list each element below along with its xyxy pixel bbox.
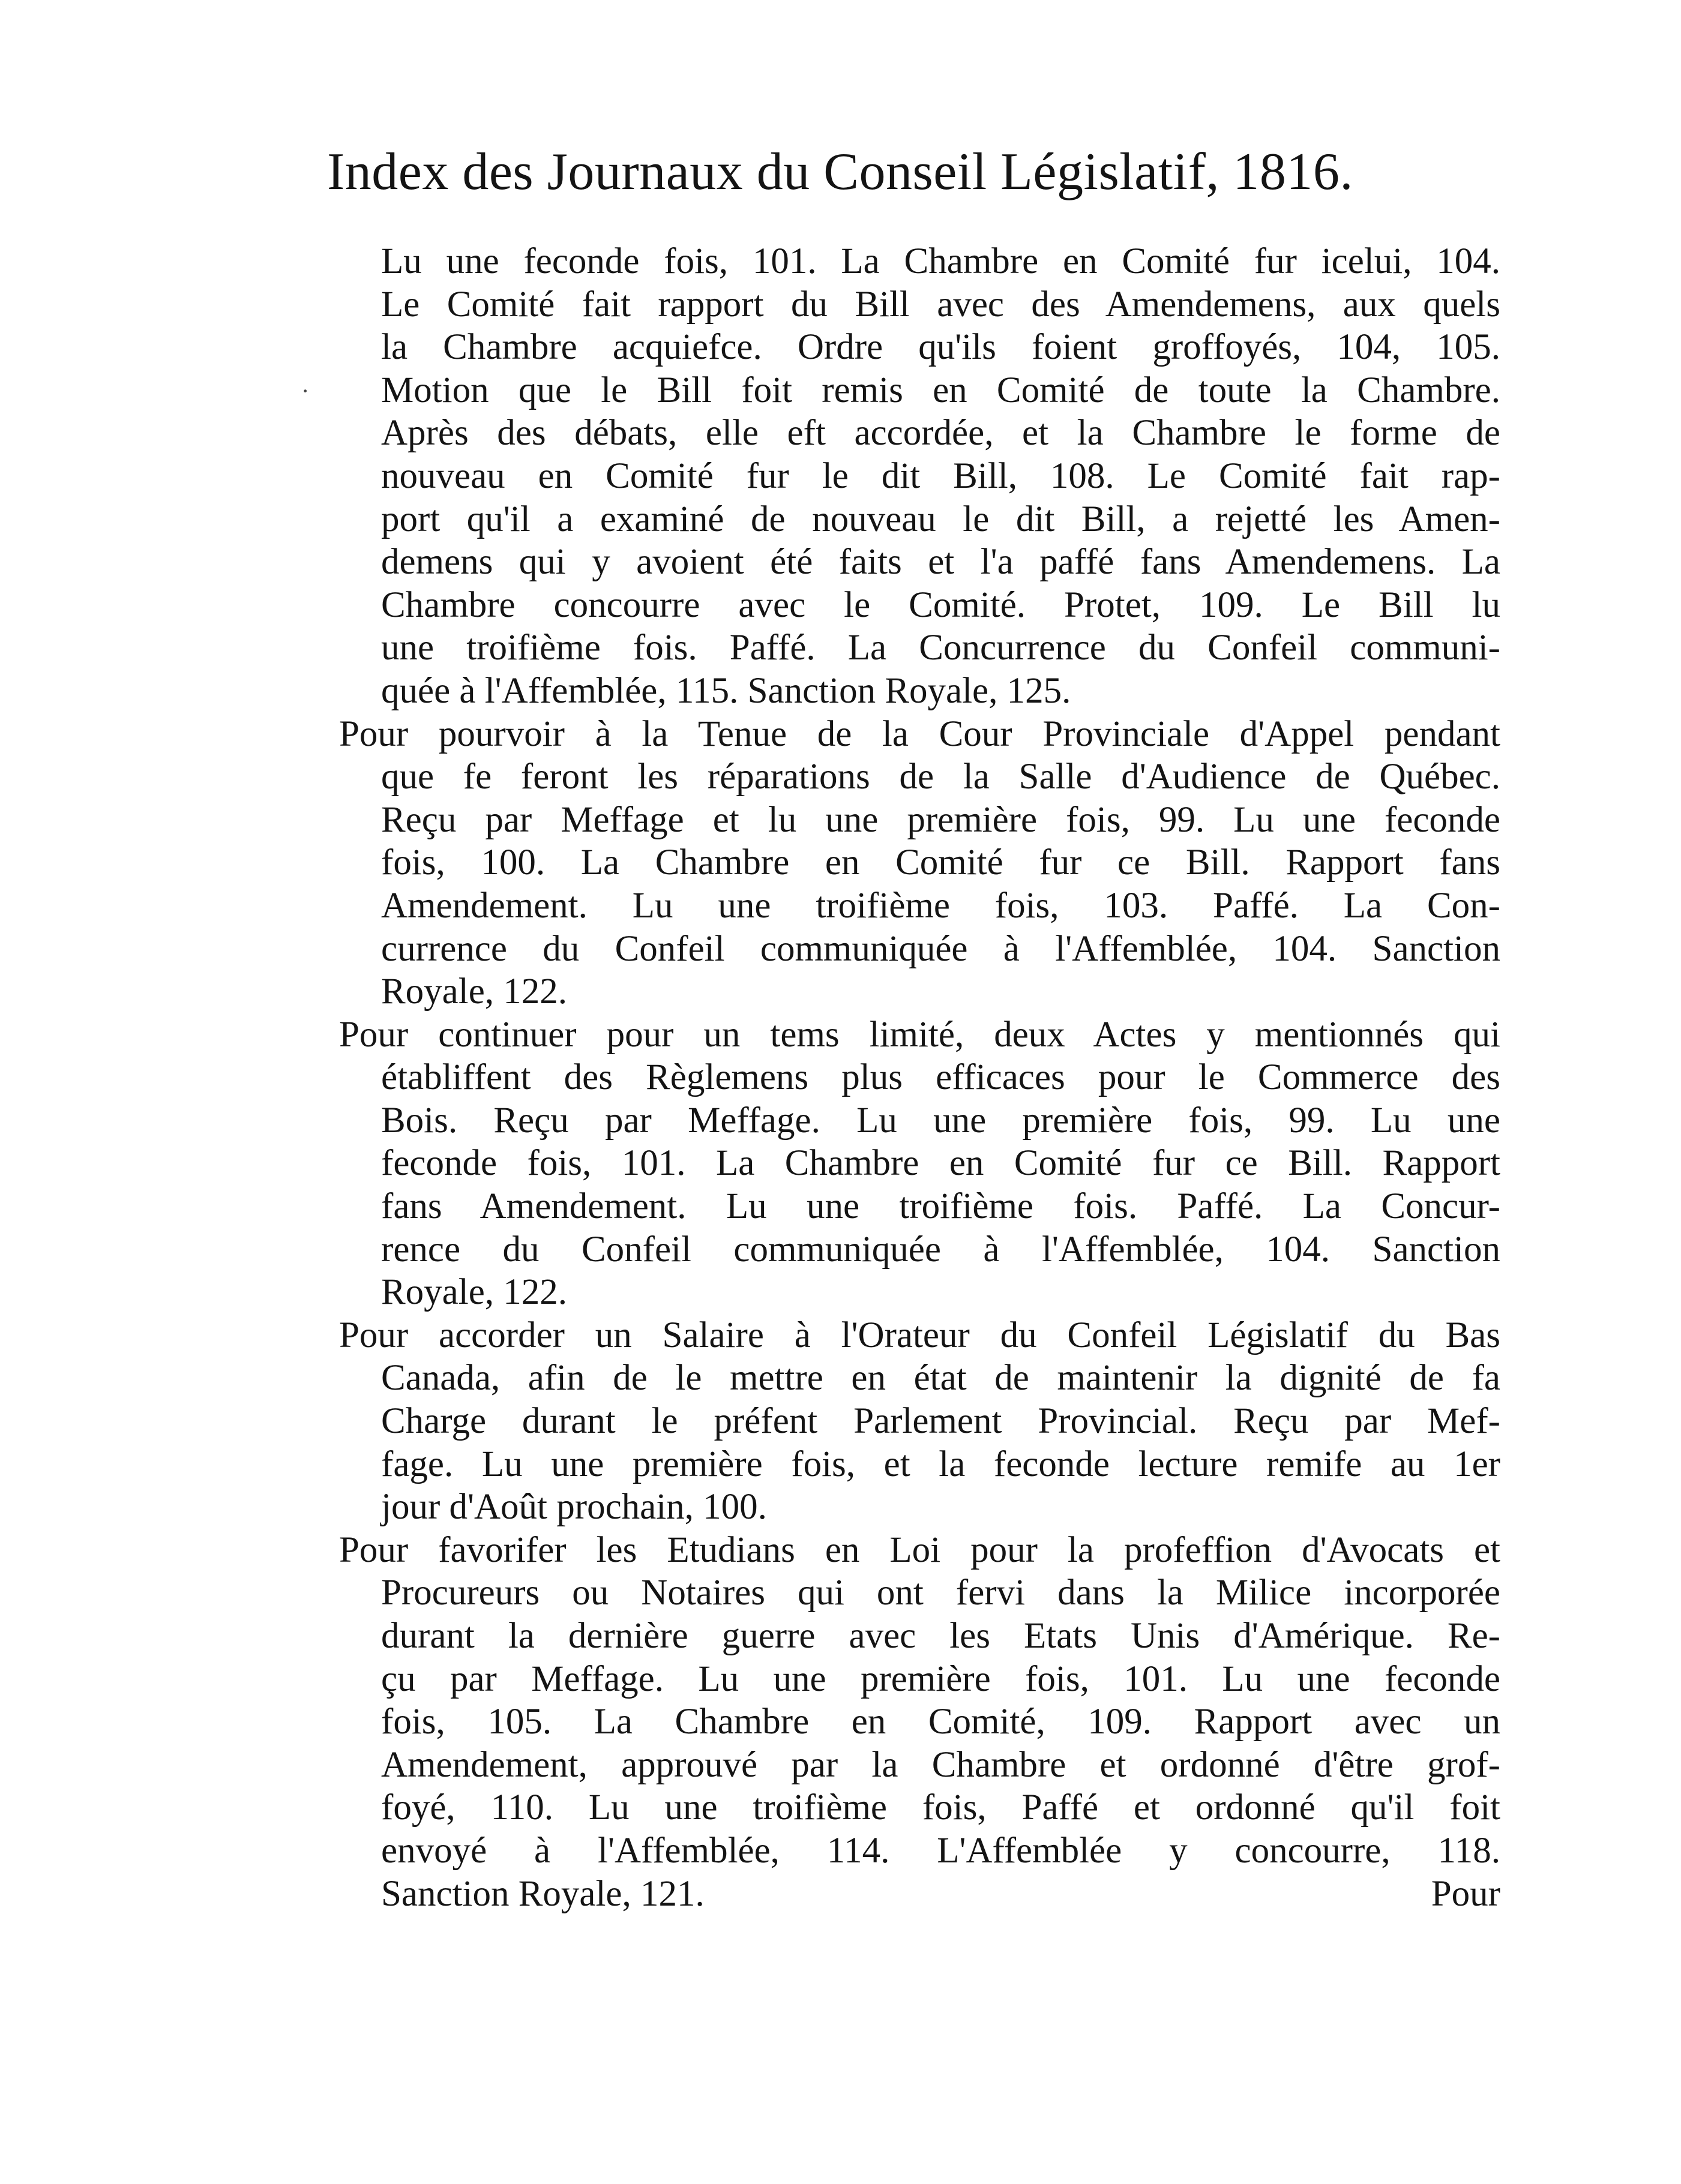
text-line: quée à l'Affemblée, 115. Sanction Royale, 125. (381, 670, 1071, 711)
text-line: Bois. Reçu par Meffage. Lu une première fois, 99. Lu une (381, 1100, 1500, 1141)
entry-heading-line: Pour continuer pour un tems limité, deux Actes y mentionnés qui (339, 1014, 1500, 1055)
text-line: fage. Lu une première fois, et la feconde lecture remife au 1er (381, 1444, 1500, 1484)
text-line: Chambre concourre avec le Comité. Protet, 109. Le Bill lu (381, 584, 1500, 625)
ink-speck: · (301, 377, 310, 404)
text-line: port qu'il a examiné de nouveau le dit Bill, a rejetté les Amen- (381, 499, 1500, 539)
text-line: Amendement. Lu une troifième fois, 103. Paffé. La Con- (381, 885, 1500, 926)
text-line: jour d'Août prochain, 100. (381, 1487, 767, 1528)
text-line: currence du Confeil communiquée à l'Affemblée, 104. Sanction (381, 928, 1500, 969)
text-line: çu par Meffage. Lu une première fois, 101. Lu une feconde (381, 1658, 1500, 1699)
text-line: Amendement, approuvé par la Chambre et ordonné d'être grof- (381, 1744, 1500, 1785)
text-line: la Chambre acquiefce. Ordre qu'ils foient groffoyés, 104, 105. (381, 327, 1500, 368)
text-line: rence du Confeil communiquée à l'Affemblée, 104. Sanction (381, 1229, 1500, 1270)
text-line: nouveau en Comité fur le dit Bill, 108. Le Comité fait rap- (381, 455, 1500, 496)
text-line: fans Amendement. Lu une troifième fois. Paffé. La Concur- (381, 1186, 1500, 1227)
index-entries (339, 240, 1500, 1915)
text-line: feconde fois, 101. La Chambre en Comité fur ce Bill. Rapport (381, 1143, 1500, 1184)
text-line: envoyé à l'Affemblée, 114. L'Affemblée y concourre, 118. (381, 1830, 1500, 1871)
text-line: Lu une feconde fois, 101. La Chambre en Comité fur icelui, 104. (381, 241, 1500, 281)
text-line: Canada, afin de le mettre en état de maintenir la dignité de fa (381, 1358, 1500, 1399)
text-line: fois, 100. La Chambre en Comité fur ce Bill. Rapport fans (381, 842, 1500, 883)
text-line: fois, 105. La Chambre en Comité, 109. Rapport avec un (381, 1702, 1500, 1742)
entry-heading-line: Pour pourvoir à la Tenue de la Cour Provinciale d'Appel pendant (339, 713, 1500, 754)
text-line: une troifième fois. Paffé. La Concurrence du Confeil communi- (381, 628, 1500, 668)
final-line-text: Sanction Royale, 121. (381, 1873, 705, 1914)
text-line: Charge durant le préfent Parlement Provincial. Reçu par Mef- (381, 1401, 1500, 1442)
text-line: Motion que le Bill foit remis en Comité de toute la Chambre. (381, 370, 1500, 410)
page-title: Index des Journaux du Conseil Législatif, 1816. (327, 143, 1353, 201)
entry-heading-line: Pour favorifer les Etudians en Loi pour la profeffion d'Avocats et (339, 1529, 1500, 1570)
catchword: Pour (1431, 1873, 1500, 1914)
text-line: Après des débats, elle eft accordée, et la Chambre le forme de (381, 413, 1500, 454)
text-line: Reçu par Meffage et lu une première fois, 99. Lu une feconde (381, 799, 1500, 840)
text-line: Le Comité fait rapport du Bill avec des Amendemens, aux quels (381, 284, 1500, 325)
text-line: Procureurs ou Notaires qui ont fervi dans la Milice incorporée (381, 1573, 1500, 1613)
text-line: établiffent des Règlemens plus efficaces pour le Commerce des (381, 1057, 1500, 1098)
text-line: Royale, 122. (381, 971, 568, 1012)
text-line: demens qui y avoient été faits et l'a paffé fans Amendemens. La (381, 542, 1500, 583)
final-line (339, 1873, 1500, 1916)
entry-heading-line: Pour accorder un Salaire à l'Orateur du Confeil Législatif du Bas (339, 1315, 1500, 1355)
text-line: foyé, 110. Lu une troifième fois, Paffé et ordonné qu'il foit (381, 1787, 1500, 1828)
text-line: que fe feront les réparations de la Salle d'Audience de Québec. (381, 757, 1500, 797)
text-line: Royale, 122. (381, 1272, 568, 1313)
text-line: durant la dernière guerre avec les Etats Unis d'Amérique. Re- (381, 1616, 1500, 1656)
